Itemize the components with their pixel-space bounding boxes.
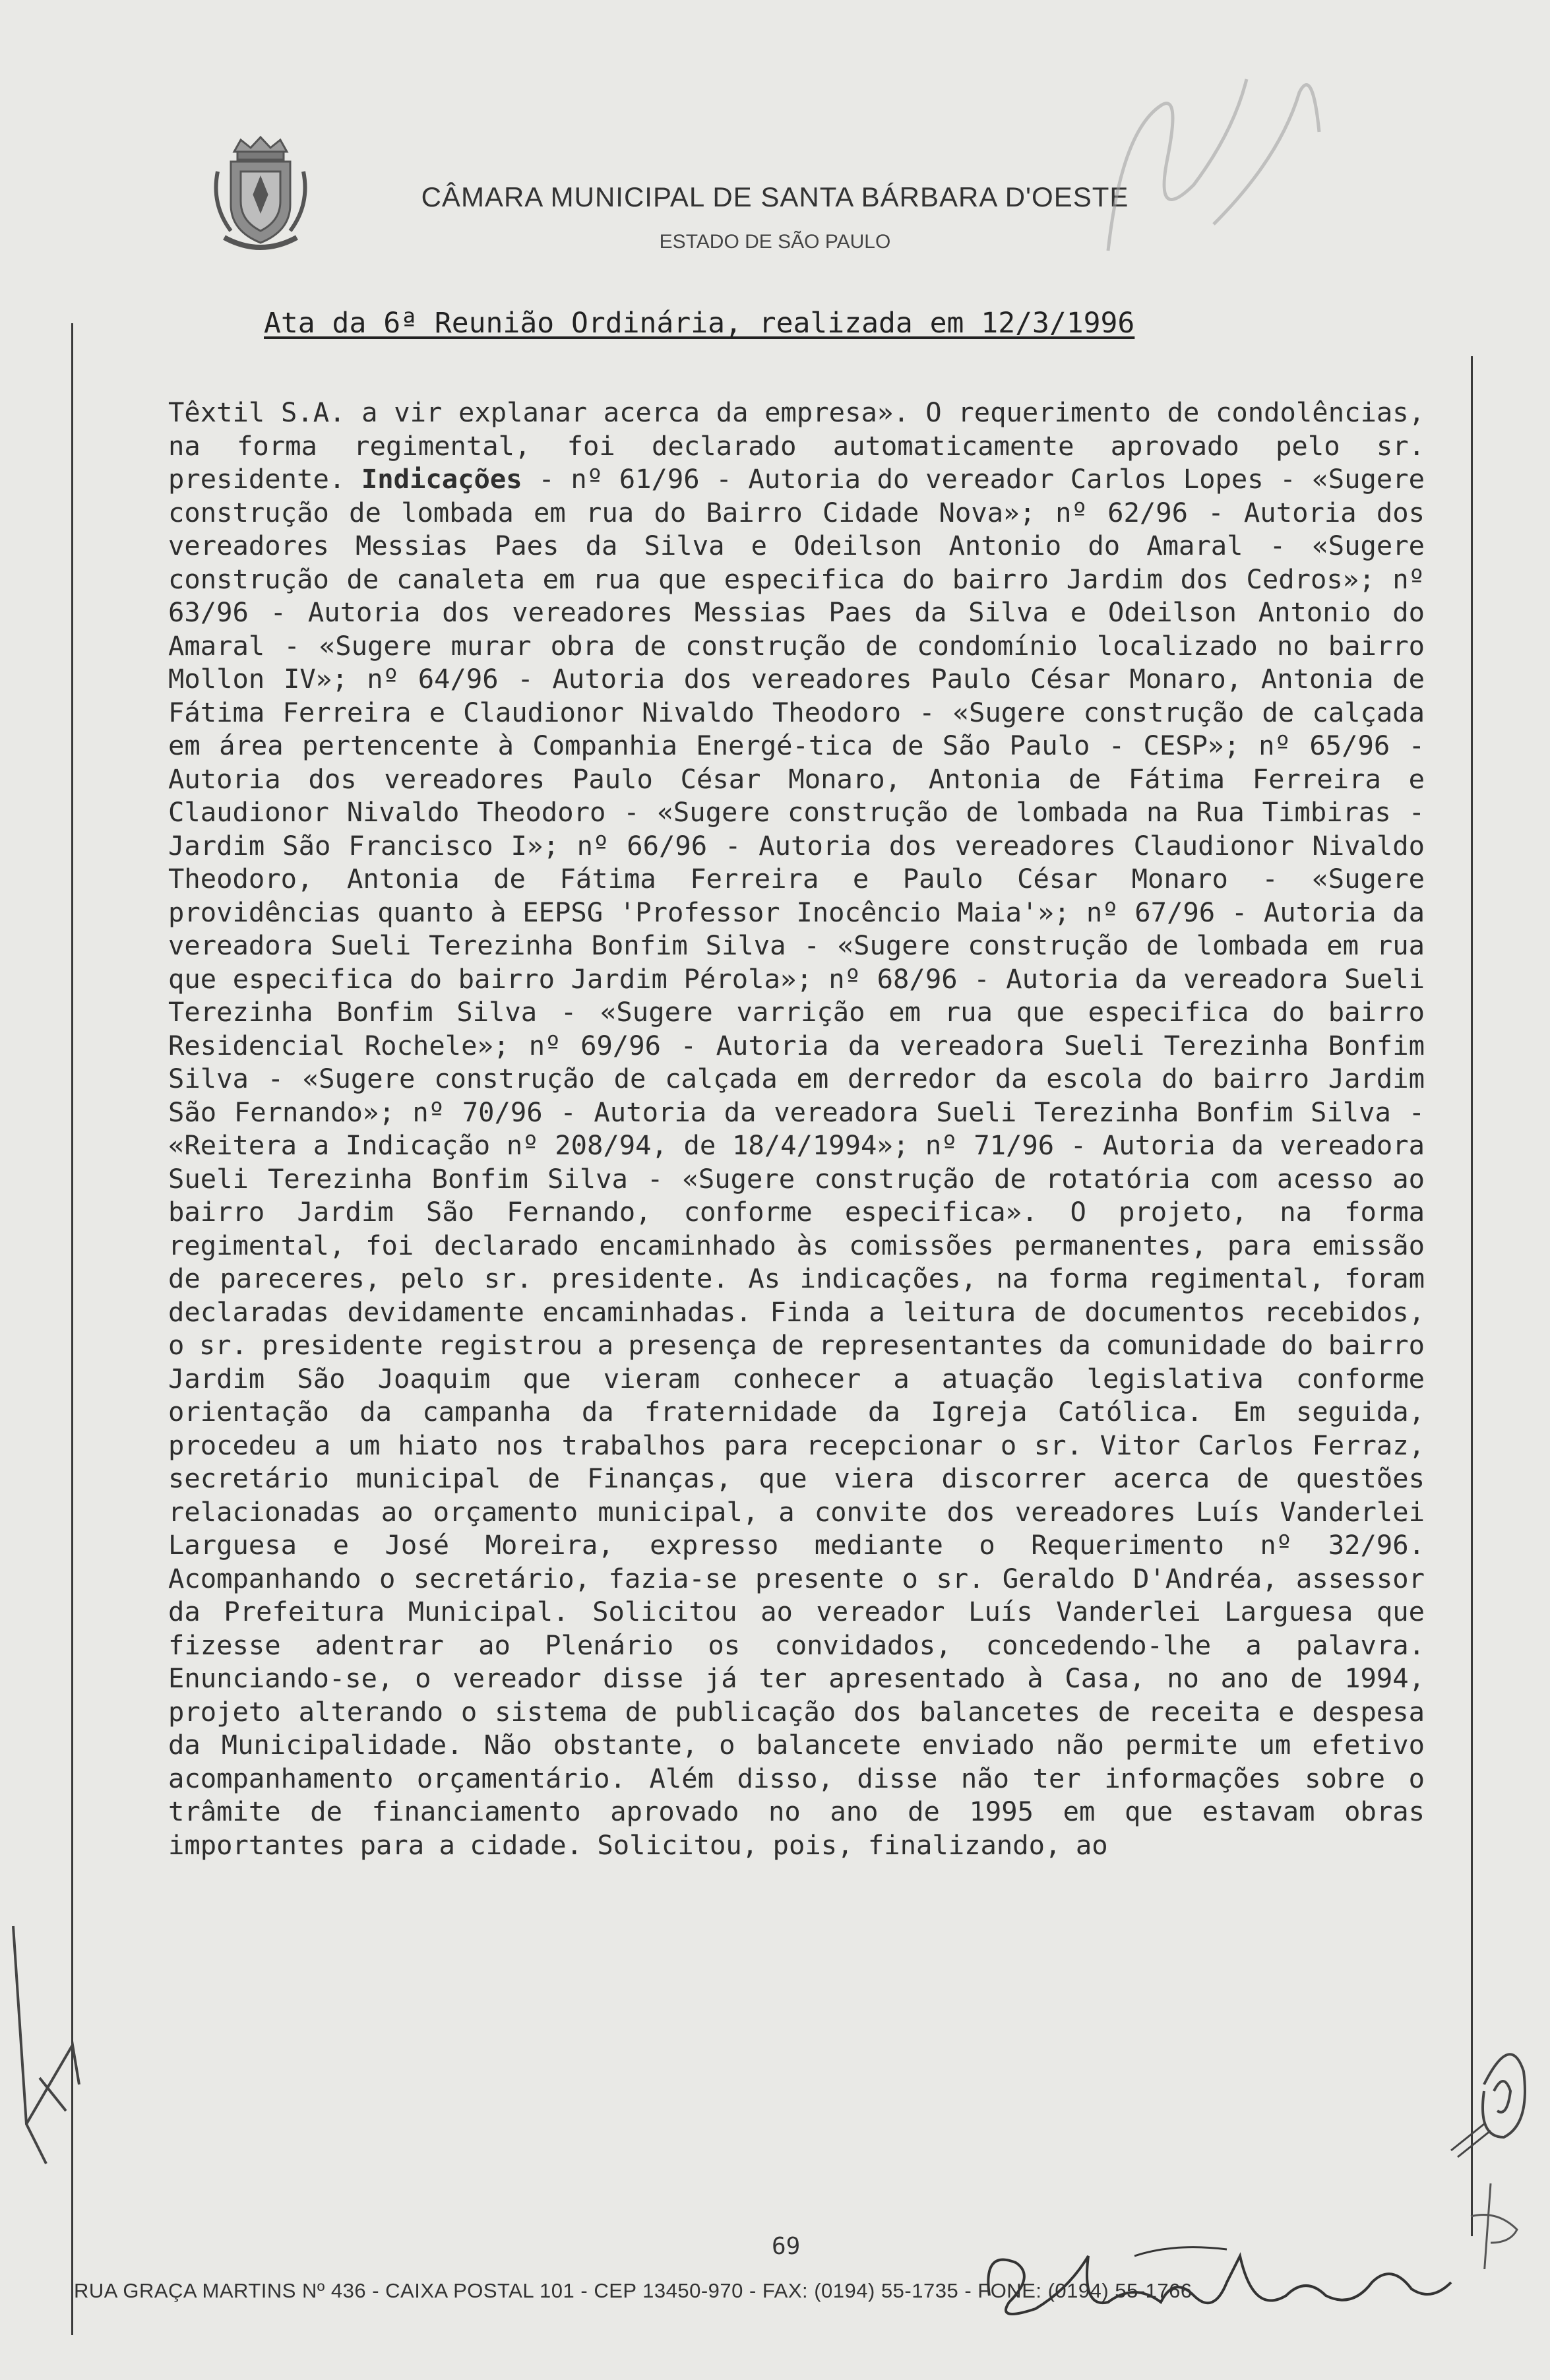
body-text-start: Têxtil S.A. a vir explanar acerca da empresa». O requerimento de condolências, na forma regimental, foi declarado automaticamente aprovado pelo sr. presidente. xyxy=(168,396,1425,495)
minutes-body xyxy=(168,396,1425,1862)
document-title: Ata da 6ª Reunião Ordinária, realizada em 12/3/1996 xyxy=(264,307,1135,340)
signature-right-margin xyxy=(1444,1992,1543,2269)
institution-name: CÂMARA MUNICIPAL DE SANTA BÁRBARA D'OESTE xyxy=(421,181,1129,212)
body-text-main: - nº 61/96 - Autoria do vereador Carlos Lopes - «Sugere construção de lombada em rua do Bairro Cidade Nova»; nº 62/96 - Autoria dos vereadores Messias Paes da Silva e Odeilson Antonio do Amaral - «Sugere construção de canaleta em rua que especifica do bairro Jardim dos Cedros»; nº 63/96 - Autoria dos vereadores Messias Paes da Silva e Odeilson Antonio do Amaral - «Sugere murar obra de construção de condomínio localizado no bairro Mollon IV»; nº 64/96 - Autoria dos vereadores Paulo César Monaro, Antonia de Fátima Ferreira e Claudionor Nivaldo Theodoro - «Sugere construção de calçada em área pertencente à Companhia Energé-tica de São Paulo - CESP»; nº 65/96 - Autoria dos vereadores Paulo César Monaro, Antonia de Fátima Ferreira e Claudionor Nivaldo Theodoro - «Sugere construção de lombada na Rua Timbiras - Jardim São Francisco I»; nº 66/96 - Autoria dos vereadores Claudionor Nivaldo Theodoro, Antonia de Fátima Ferreira e Paulo César Monaro - «Sugere providências quanto à EEPSG 'Professor Inocêncio Maia'»; nº 67/96 - Autoria da vereadora Sueli Terezinha Bonfim Silva - «Sugere construção de lombada em rua que especifica do bairro Jardim Pérola»; nº 68/96 - Autoria da vereadora Sueli Terezinha Bonfim Silva - «Sugere varrição em rua que especifica do bairro Residencial Rochele»; nº 69/96 - Autoria da vereadora Sueli Terezinha Bonfim Silva - «Sugere construção de calçada em derredor da escola do bairro Jardim São Fernando»; nº 70/96 - Autoria da vereadora Sueli Terezinha Bonfim Silva - «Reitera a Indicação nº 208/94, de 18/4/1994»; nº 71/96 - Autoria da vereadora Sueli Terezinha Bonfim Silva - «Sugere construção de rotatória com acesso ao bairro Jardim São Fernando, conforme especifica». O projeto, na forma regimental, foi declarado encaminhado às comissões permanentes, para emissão de pareceres, pelo sr. presidente. As indicações, na forma regimental, foram declaradas devidamente encaminhadas. Finda a leitura de documentos recebidos, o sr. presidente registrou a presença de representantes da comunidade do bairro Jardim São Joaquim que vieram conhecer a atuação legislativa conforme orientação da campanha da fraternidade da Igreja Católica. Em seguida, procedeu a um hiato nos trabalhos para recepcionar o sr. Vitor Carlos Ferraz, secretário municipal de Finanças, que viera discorrer acerca de questões relacionadas ao orçamento municipal, a convite dos vereadores Luís Vanderlei Larguesa e José Moreira, expresso mediante o Requerimento nº 32/96. Acompanhando o secretário, fazia-se presente o sr. Geraldo D'Andréa, assessor da Prefeitura Municipal. Solicitou ao vereador Luís Vanderlei Larguesa que fizesse adentrar ao Plenário os convidados, concedendo-lhe a palavra. Enunciando-se, o vereador disse já ter apresentado à Casa, no ano de 1994, projeto alterando o sistema de publicação dos balancetes de receita e despesa da Municipalidade. Não obstante, o balancete enviado não permite um efetivo acompanhamento orçamentário. Além disso, disse não ter informações sobre o trâmite de financiamento aprovado no ano de 1995 em que estavam obras importantes para a cidade. Solicitou, pois, finalizando, ao xyxy=(168,463,1425,1861)
body-paragraph xyxy=(168,396,1425,1862)
signature-bottom xyxy=(976,2236,1477,2329)
state-name: ESTADO DE SÃO PAULO xyxy=(659,231,891,253)
signature-top-right xyxy=(1082,53,1332,330)
signature-left-margin xyxy=(0,1913,92,2190)
indications-heading: Indicações xyxy=(361,463,522,495)
right-margin-line xyxy=(1471,356,1473,2236)
page-number: 69 xyxy=(772,2233,801,2260)
footer-address: RUA GRAÇA MARTINS Nº 436 - CAIXA POSTAL 101 - CEP 13450-970 - FAX: (0194) 55-1735 - FONE: (0194) 55-1766 xyxy=(74,2279,1193,2302)
